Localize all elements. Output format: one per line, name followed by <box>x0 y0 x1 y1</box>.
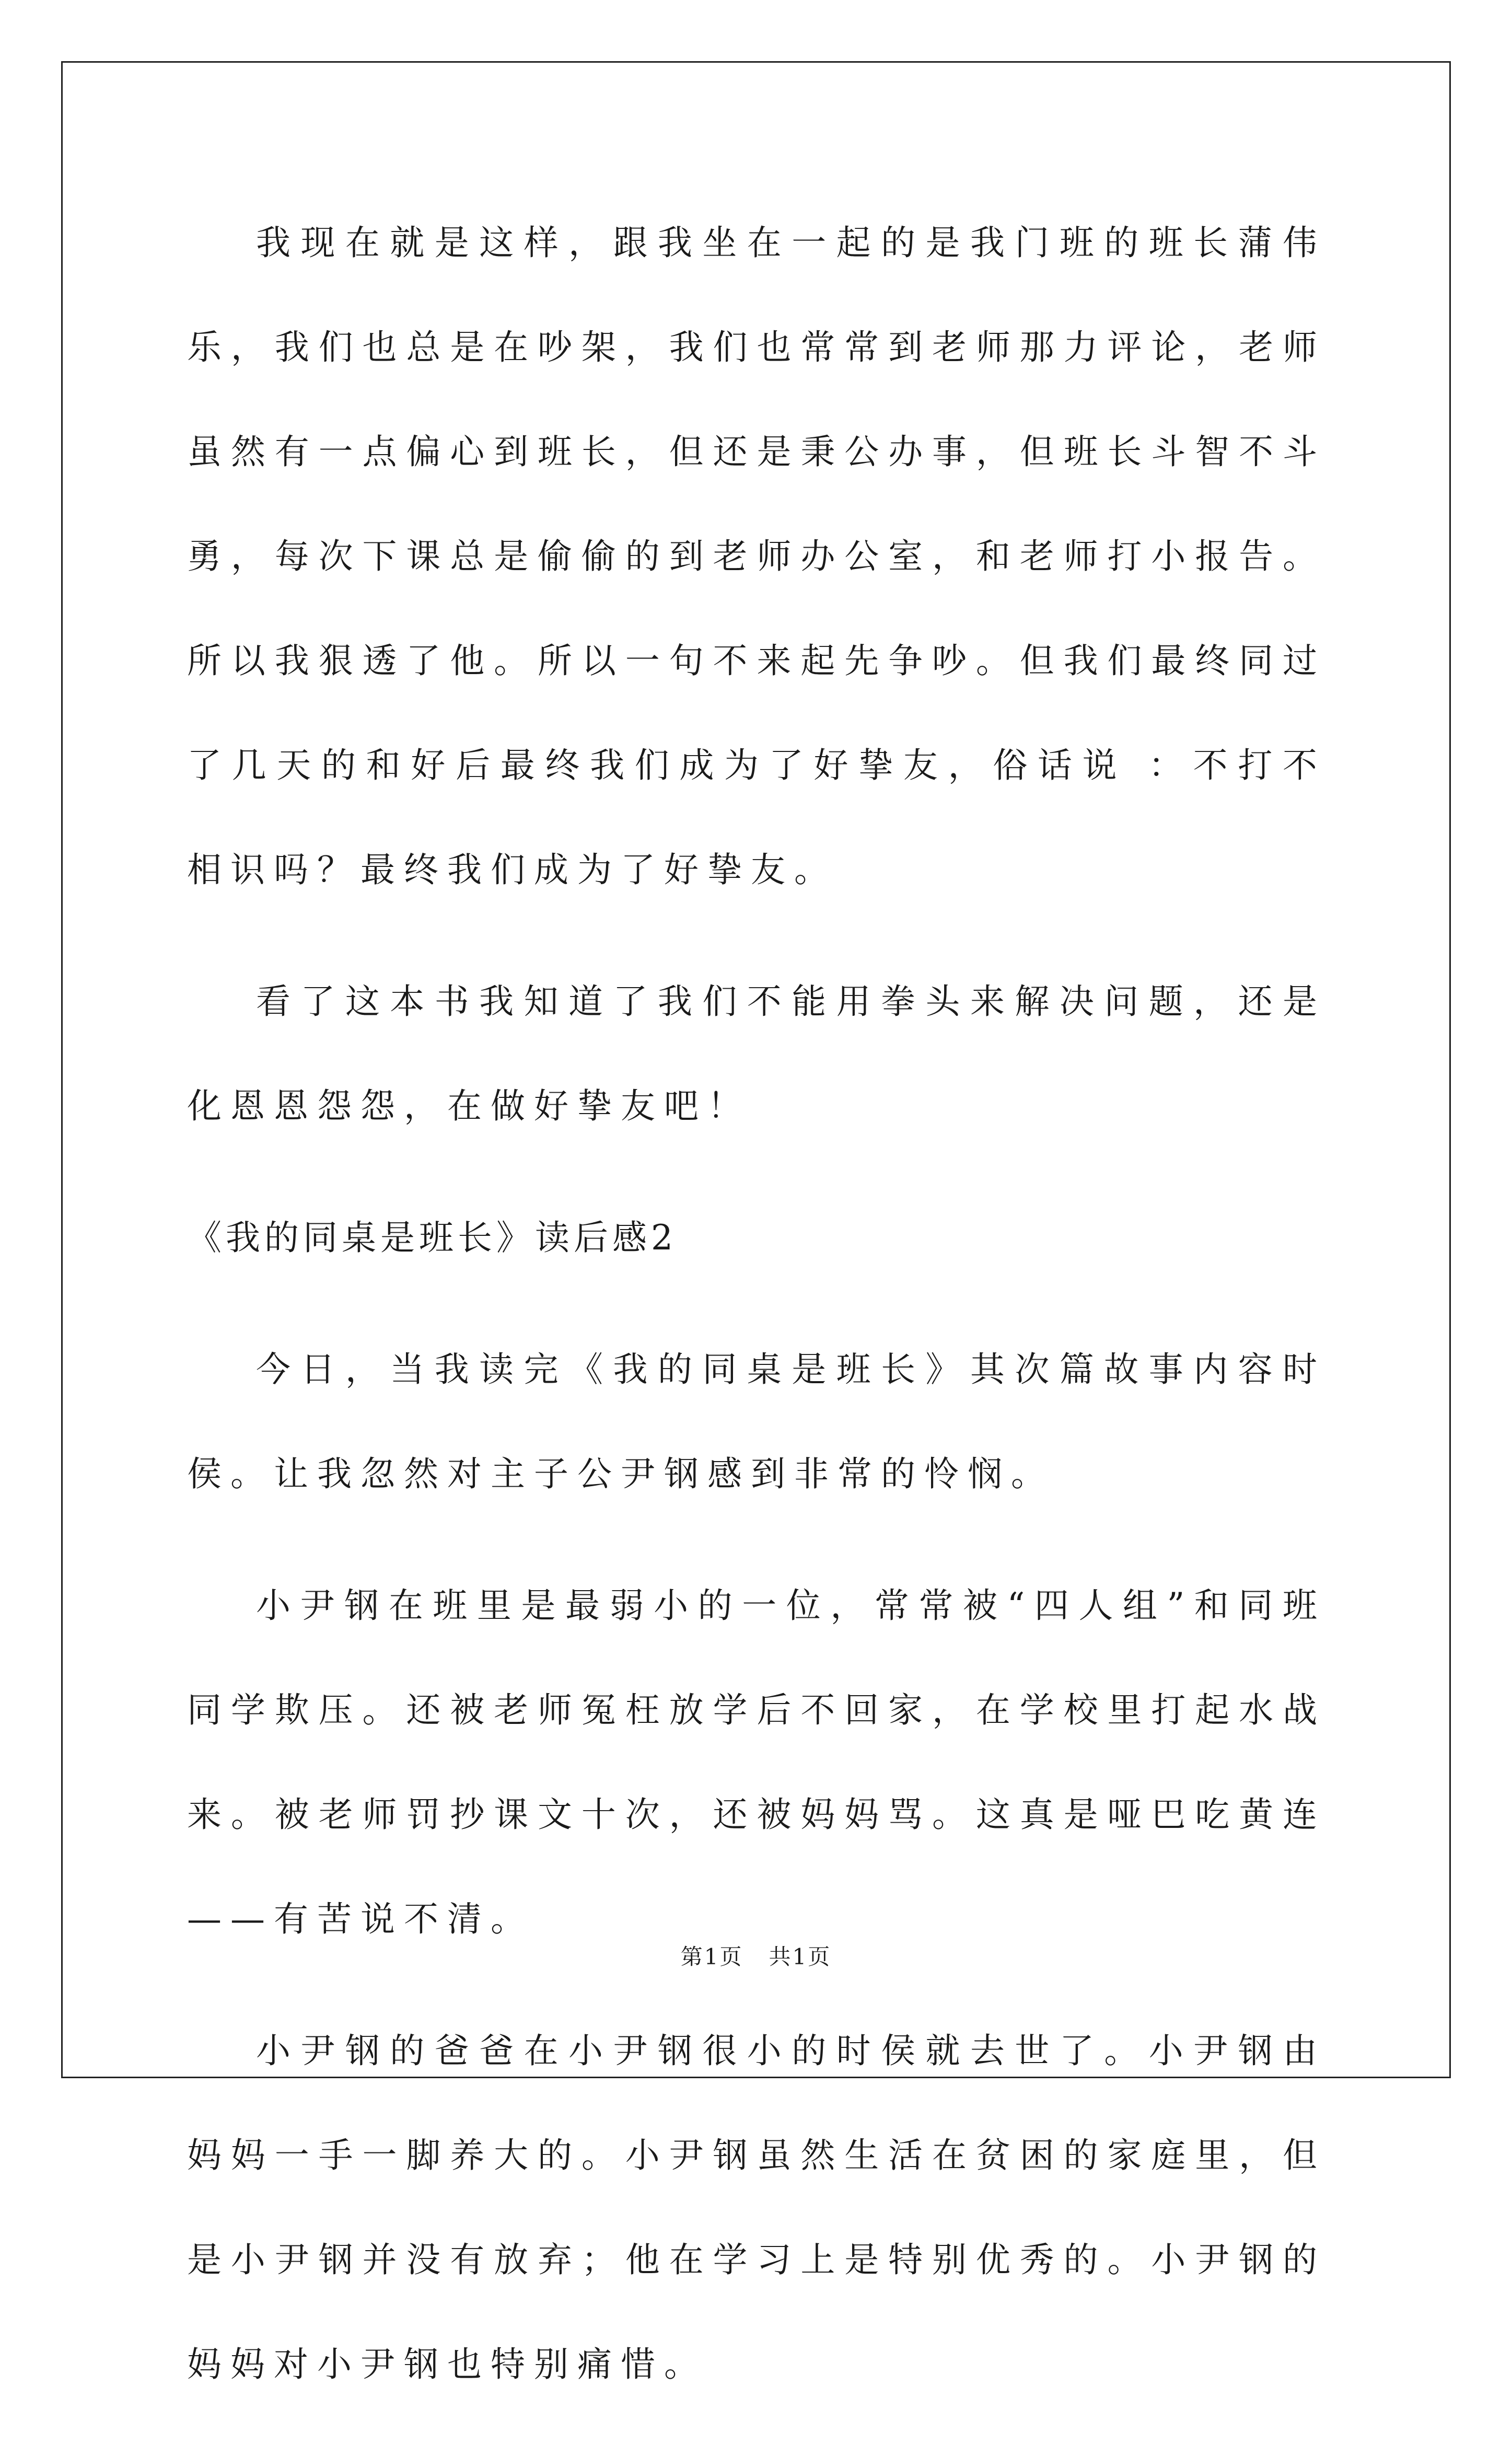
section-title: 《我的同桌是班长》读后感2 <box>187 1218 677 1258</box>
document-body <box>187 191 1326 2444</box>
paragraph-2: 看了这本书我知道了我们不能用拳头来解决问题，还是化恩恩怨怨，在做好挚友吧！ <box>187 981 1326 1126</box>
paragraph-1: 我现在就是这样，跟我坐在一起的是我门班的班长蒲伟乐，我们也总是在吵架，我们也常常到老师那力评论，老师虽然有一点偏心到班长，但还是秉公办事，但班长斗智不斗勇，每次下课总是偷偷的到老师办公室，和老师打小报告。所以我狠透了他。所以一句不来起先争吵。但我们最终同过了几天的和好后最终我们成为了好挚友，俗话说 ：不打不相识吗？最终我们成为了好挚友。 <box>187 223 1326 890</box>
paragraph-4: 小尹钢在班里是最弱小的一位，常常被“四人组”和同班同学欺压。还被老师冤枉放学后不回家，在学校里打起水战来。被老师罚抄课文十次，还被妈妈骂。这真是哑巴吃黄连——有苦说不清。 <box>187 1585 1326 1939</box>
paragraph-5: 小尹钢的爸爸在小尹钢很小的时侯就去世了。小尹钢由妈妈一手一脚养大的。小尹钢虽然生活在贫困的家庭里，但是小尹钢并没有放弃；他在学习上是特别优秀的。小尹钢的妈妈对小尹钢也特别痛惜。 <box>187 2031 1326 2384</box>
page-number-footer: 第1页 共1页 <box>680 1944 832 1970</box>
paragraph-3: 今日，当我读完《我的同桌是班长》其次篇故事内容时侯。让我忽然对主子公尹钢感到非常的怜悯。 <box>187 1349 1326 1494</box>
